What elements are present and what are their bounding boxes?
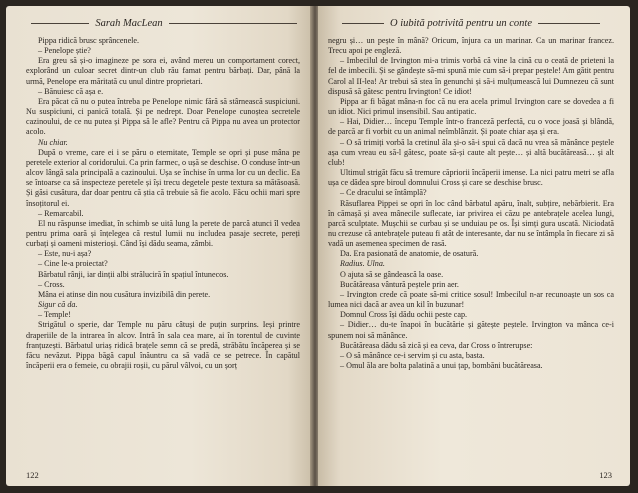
header-rule [342, 23, 384, 24]
right-running-head-text: O iubită potrivită pentru un conte [389, 17, 533, 29]
paragraph: Bucătăreasa vântură peștele prin aer. [340, 279, 459, 289]
paragraph: O ajuta să se gândească la oase. [340, 269, 444, 279]
left-page-body [26, 36, 300, 464]
paragraph: El nu răspunse imediat, în schimb se uită lung la perete de parcă atunci îl vedea pentru prima oară și înțelegea că restul lumii nu includea pasaje secrete, pereți curbați și oameni misterioși. Când își dădu seama, zâmbi. [26, 218, 300, 249]
header-rule [31, 23, 89, 24]
paragraph: Sigur că da. [38, 300, 78, 310]
paragraph: Nu chiar. [38, 137, 68, 147]
paragraph: – Cross. [38, 279, 65, 289]
paragraph: Ultimul strigăt făcu să tremure căpriorii încăperii imense. La nici patru metri se afla ușa ce dădea spre biroul domnului Cross și care se deschise brusc. [328, 168, 614, 188]
paragraph: Era greu să și-o imagineze pe sora ei, având mereu un comportament corect, explorând un culoar secret dintr-un club rău famat pentru bărbați. Dar, până la urmă, Penelope era măritată cu unul dintre proprietari. [26, 56, 300, 86]
paragraph: – Didier… du-te înapoi în bucătărie și gătește peștele. Irvington va mânca ce-i spunem noi să mănânce. [328, 320, 614, 340]
paragraph: Mâna ei atinse din nou cusătura invizibilă din perete. [38, 289, 211, 299]
right-page-number: 123 [599, 470, 612, 480]
left-running-head [6, 16, 312, 30]
left-page [6, 6, 312, 486]
right-page [318, 6, 630, 486]
paragraph: Strigătul o sperie, dar Temple nu păru câtuși de puțin surprins. Ieși printre draperiile de la intrarea în alcov. Intră în sala cea mare, ai în torentul de cuvinte franțuzești. Bărbatul uriaș ridică brațele semn că se predă, străbătu încăperea și se făcu nevăzut. Pippa băgă capul înăuntru ca să vadă ce se petrece. În capătul încăperii era o femeie, cu obrajii roșii, cu părul vâlvoi, cu un șorț [26, 320, 300, 370]
paragraph: Domnul Cross își dădu ochii peste cap. [340, 310, 468, 320]
paragraph: Pippa ar fi băgat mâna-n foc că nu era acela primul Irvington care se dovedea a fi un idiot. Nici primul insensibil. Sau antipatic. [328, 96, 614, 117]
paragraph: Radius. Ulna. [340, 259, 385, 269]
paragraph: – Imbecilul de Irvington mi-a trimis vorbă că vine la cină cu o ceată de prieteni la fel de imbecili. Și se gândește să-mi spună mie cum să-i prepar peștele! Am gătit pentru Carol al II-lea! Ar trebui să stea în genunchi și să-i mulțumească lui Dumnezeu că sunt dispusă să gătesc pentru Irvington! Ce idiot! [328, 56, 614, 96]
paragraph: Bărbatul rânji, iar dinții albi străluciră în spațiul întunecos. [38, 269, 229, 279]
header-rule [169, 23, 297, 24]
paragraph: Pippa ridică brusc sprâncenele. [38, 36, 140, 45]
paragraph: – Ce dracului se întâmplă? [340, 188, 427, 198]
paragraph: Bucătăreasa dădu să zică și ea ceva, dar Cross o întrerupse: [340, 340, 533, 350]
paragraph: – O să mănânce ce-i servim și cu asta, basta. [340, 350, 485, 360]
paragraph: – Bănuiesc că așa e. [38, 86, 104, 96]
header-rule [538, 23, 600, 24]
right-running-head [318, 16, 630, 30]
paragraph: Răsuflarea Pippei se opri în loc când bărbatul apăru, înalt, subțire, nebărbierit. Era în cămașă și avea mânecile suflecate, iar privirea ei căzu pe antebrațele acelea lungi, parcă sculptate. Mușchii se curbau și se unduiau pe os. Își simți gura uscată. Niciodată nu crezuse că antebrațele puteau fi atât de interesante, dar nu se întâmpla în fiecare zi să vadă un asemenea specimen de rasă. [328, 198, 614, 249]
left-running-head-text: Sarah MacLean [95, 17, 163, 29]
paragraph: – Penelope știe? [38, 46, 91, 56]
paragraph: – Hai, Didier… începu Temple într-o franceză perfectă, cu o voce joasă și blândă, de parcă ar fi vorbit cu un animal neîmblânzit. Și poate chiar așa și era. [328, 117, 614, 137]
paragraph: negru și… un pește în mână? Oricum, înjura ca un marinar. Ca un marinar francez. Trecu apoi pe engleză. [328, 36, 614, 56]
paragraph: Da. Era pasionată de anatomie, de osatură. [340, 249, 479, 259]
paragraph: – Remarcabil. [38, 208, 84, 218]
paragraph: Era păcat că nu o putea întreba pe Penelope nimic fără să stârnească suspiciuni. Nu suspiciuni, ci panică totală. Și pe nedrept. Doar Penelope cunoștea secretele cazinoului, de ce nu putea și Pippa să le afle? Pentru că Pippa nu avea un protector acolo. [26, 96, 300, 137]
right-page-body [328, 36, 614, 464]
paragraph: – Cine le-a proiectat? [38, 259, 108, 269]
paragraph: – Temple! [38, 310, 71, 320]
paragraph: – Este, nu-i așa? [38, 249, 92, 259]
paragraph: – O să trimiți vorbă la cretinul ăla și-o să-i spui că dacă nu vrea să mănânce peștele așa cum vreau eu să-l gătesc, poate să-și caute alt pește… și altă bucătăreasă… și alt club! [328, 137, 614, 167]
paragraph: – Omul ăla are bolta palatină a unui țap, bombăni bucătăreasa. [340, 361, 543, 370]
paragraph: – Irvington crede că poate să-mi critice sosul! Imbecilul n-ar recunoaște un sos ca lumea nici dacă ar avea un kil în buzunar! [328, 289, 614, 310]
left-page-number: 122 [26, 470, 39, 480]
paragraph: După o vreme, care ei i se păru o eternitate, Temple se opri și puse mâna pe peretele exterior al coridorului. Ca prin farmec, o ușă se deschise. O conduse într-un alcov lângă sala principală a cazinoului. Ușa se închise în urma lor cu un declic. Ea se întoarse ca să inspecteze peretele și își trecu degetele peste textura sa mătăsoasă. Și găsi cusătura, dar doar pentru că știa că trebuie să fie acolo. Făcu ochii mari spre însoțitorul ei. [26, 147, 300, 208]
